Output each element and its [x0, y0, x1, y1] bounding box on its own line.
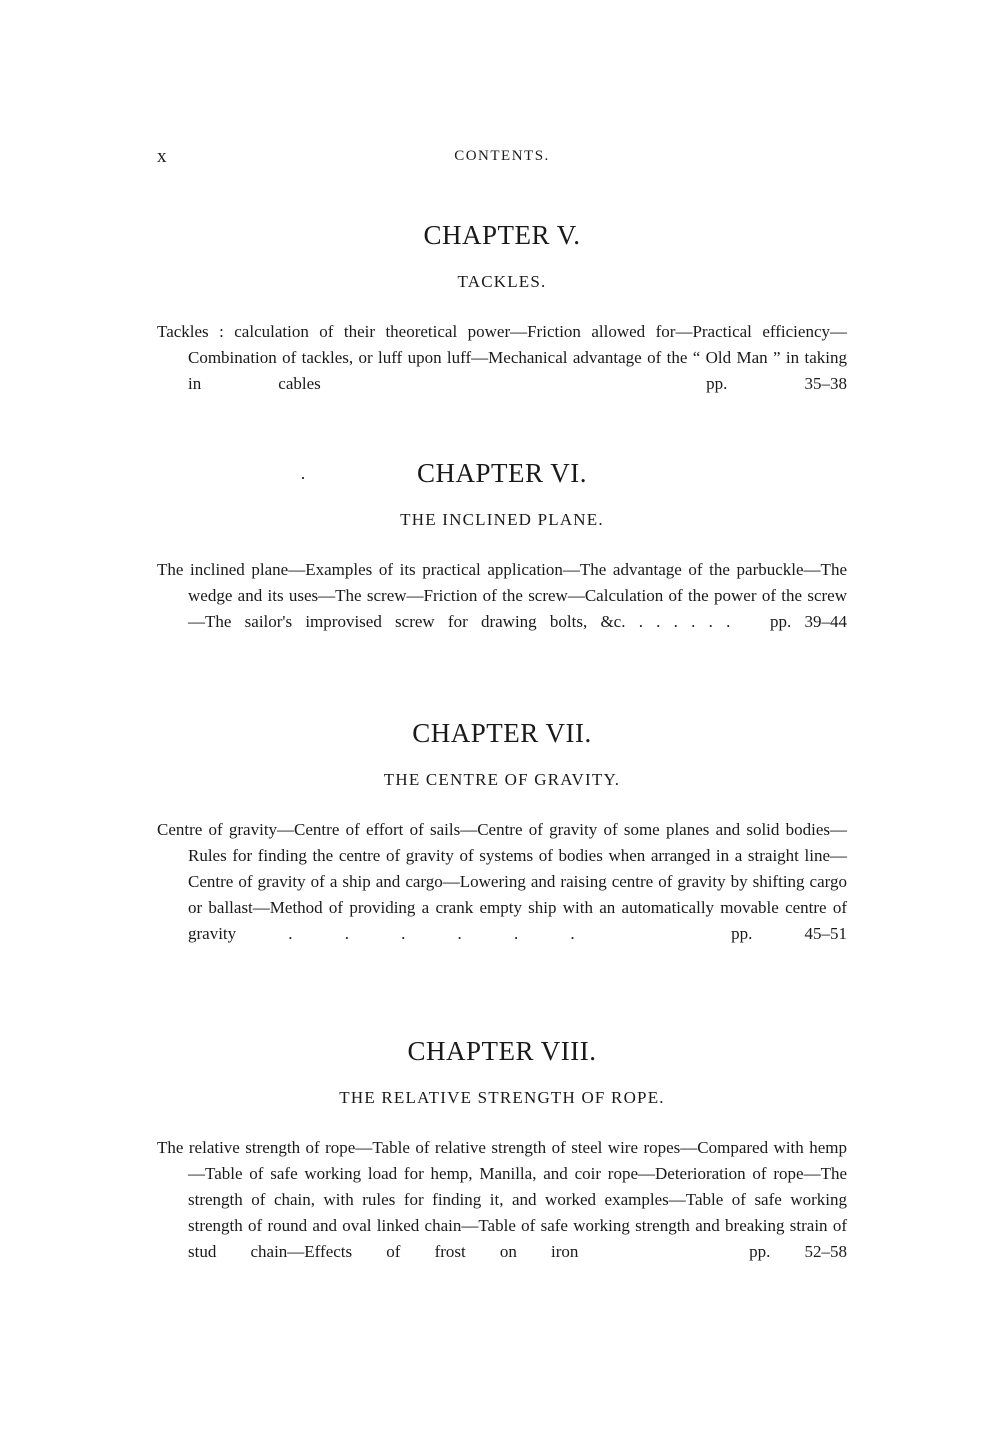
summary-text: The relative strength of rope—Table of relative strength of steel wire ropes—Compared with hemp—Table of safe working load for hemp, Manilla, and coir rope—Deterioration of rope—The strength of chain, with rules for finding it, and worked examples—Table of safe working strength of round and oval linked chain—Table of safe working strength and breaking strain of stud chain—Effects of frost on iron	[157, 1138, 847, 1261]
chapter-subtitle: TACKLES.	[457, 272, 547, 291]
chapter-heading: CHAPTER VII.	[412, 718, 592, 748]
chapter-viii	[157, 1036, 847, 1265]
chapter-subtitle: THE RELATIVE STRENGTH OF ROPE.	[339, 1088, 665, 1107]
summary-text: The inclined plane—Examples of its practical application—The advantage of the parbuckle—The wedge and its uses—The screw—Friction of the screw—Calculation of the power of the screw—The sailor's improvised screw for drawing bolts, &c. . . . . . .	[157, 560, 847, 631]
chapter-summary	[157, 557, 847, 635]
page-range: pp. 45–51	[731, 924, 848, 943]
chapter-summary	[157, 1135, 847, 1265]
chapter-heading: CHAPTER VI.	[416, 458, 588, 488]
chapter-heading: CHAPTER VIII.	[407, 1036, 597, 1066]
chapter-vi	[157, 458, 847, 635]
chapter-summary	[157, 817, 847, 947]
page-range: pp. 52–58	[749, 1242, 847, 1261]
summary-text: Tackles : calculation of their theoretical power—Friction allowed for—Practical efficiency—Combination of tackles, or luff upon luff—Mechanical advantage of the “ Old Man ” in taking in cables	[157, 322, 847, 393]
page-number: x	[157, 146, 168, 167]
chapter-summary	[157, 319, 847, 397]
chapter-subtitle: THE CENTRE OF GRAVITY.	[383, 770, 621, 789]
chapter-v	[157, 220, 847, 397]
chapter-subtitle: THE INCLINED PLANE.	[400, 510, 604, 529]
page-range: pp. 35–38	[706, 374, 847, 393]
chapter-vii	[157, 718, 847, 947]
print-speck: ·	[300, 468, 306, 488]
running-head	[157, 146, 847, 170]
summary-text: Centre of gravity—Centre of effort of sails—Centre of gravity of some planes and solid bodies—Rules for finding the centre of gravity of systems of bodies when arranged in a straight line—Centre of gravity of a ship and cargo—Lowering and raising centre of gravity by shifting cargo or ballast—Method of providing a crank empty ship with an automatically movable centre of gravity . . . . . .	[157, 820, 847, 943]
page-range: pp. 39–44	[770, 612, 848, 631]
chapter-heading: CHAPTER V.	[423, 220, 581, 250]
running-title: CONTENTS.	[454, 148, 550, 164]
